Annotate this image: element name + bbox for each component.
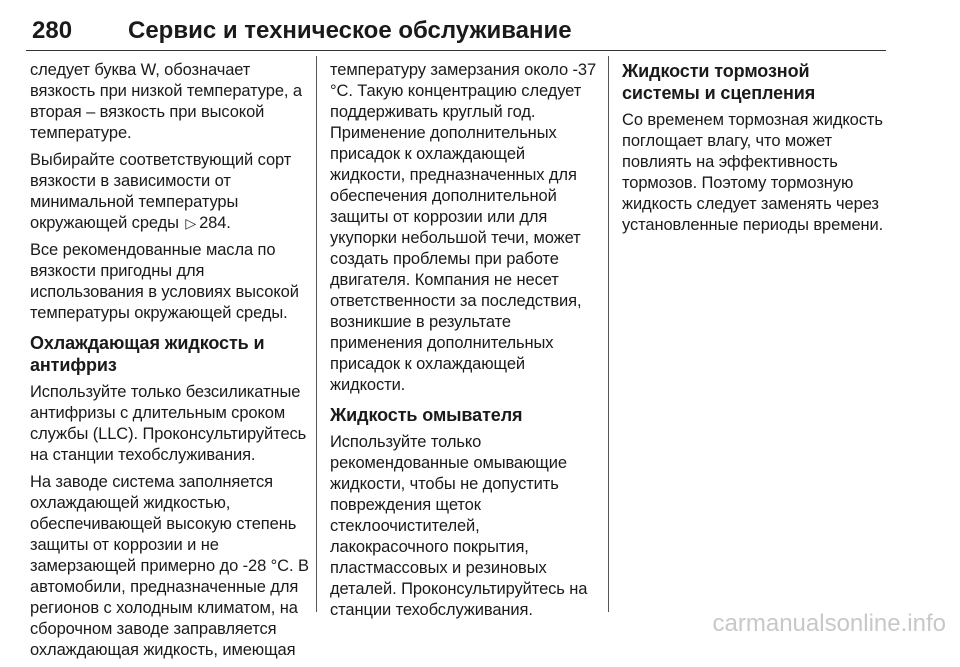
page-title: Сервис и техническое обслуживание: [128, 17, 572, 44]
paragraph-washer-fluid: Используйте только рекомендованные омывающие жидкости, чтобы не допустить повреждения щеток стеклоочистителей, лакокрасочного покрытия, пластмассовых и резиновых деталей. Проконсультируйтесь на станции техобслуживания.: [330, 433, 588, 619]
heading-washer-fluid: Жидкость омывателя: [330, 405, 523, 425]
page-reference-link[interactable]: 284.: [199, 214, 231, 232]
paragraph-choose-viscosity: [30, 150, 312, 234]
page-header: [26, 14, 886, 51]
text-column-left: [30, 60, 312, 667]
paragraph-choose-viscosity-text: Выбирайте соответствующий сорт вязкости в зависимости от минимальной температуры окружающей среды: [30, 151, 292, 232]
paragraph-brake-fluid: Со временем тормозная жидкость поглощает влагу, что может повлиять на эффективность тормозов. Поэтому тормозную жидкость следует заменять через установленные периоды времени.: [622, 111, 884, 234]
paragraph-recommended-oils: Все рекомендованные масла по вязкости пригодны для использования в условиях высокой температуры окружающей среды.: [30, 241, 299, 322]
paragraph-freezing-point: температуру замерзания около -37 °C. Такую концентрацию следует поддерживать круглый год. Применение дополнительных присадок к охлаждающей жидкости, предназначенных для обеспечения дополнительной защиты от коррозии или для укупорки небольшой течи, может создать проблемы при работе двигателя. Компания не несет ответственности за последствия, возникшие в результате применения дополнительных присадок к охлаждающей жидкости.: [330, 61, 597, 394]
text-column-right: [622, 60, 890, 242]
paragraph-factory-fill: На заводе система заполняется охлаждающей жидкостью, обеспечивающей высокую степень защиты от коррозии и не замерзающей примерно до -28 °C. В автомобили, предназначенные для регионов с холодным климатом, на сборочном заводе заправляется охлаждающая жидкость, имеющая: [30, 473, 309, 659]
column-divider-left: [316, 56, 317, 612]
text-column-middle: [330, 60, 600, 627]
heading-brake-clutch-fluid: Жидкости тормозной системы и сцепления: [622, 61, 816, 103]
column-divider-right: [608, 56, 609, 612]
heading-coolant-antifreeze: Охлаждающая жидкость и антифриз: [30, 333, 265, 375]
page-number: 280: [32, 17, 73, 44]
paragraph-oil-viscosity-letters: следует буква W, обозначает вязкость при низкой температуре, а вторая – вязкость при высокой температуре.: [30, 61, 302, 142]
paragraph-use-silicate-free: Используйте только безсиликатные антифризы с длительным сроком службы (LLC). Проконсультируйтесь на станции техобслуживания.: [30, 383, 307, 464]
site-watermark: carmanualsonline.info: [712, 610, 946, 637]
page-reference-arrow-icon: ▷: [185, 215, 197, 231]
